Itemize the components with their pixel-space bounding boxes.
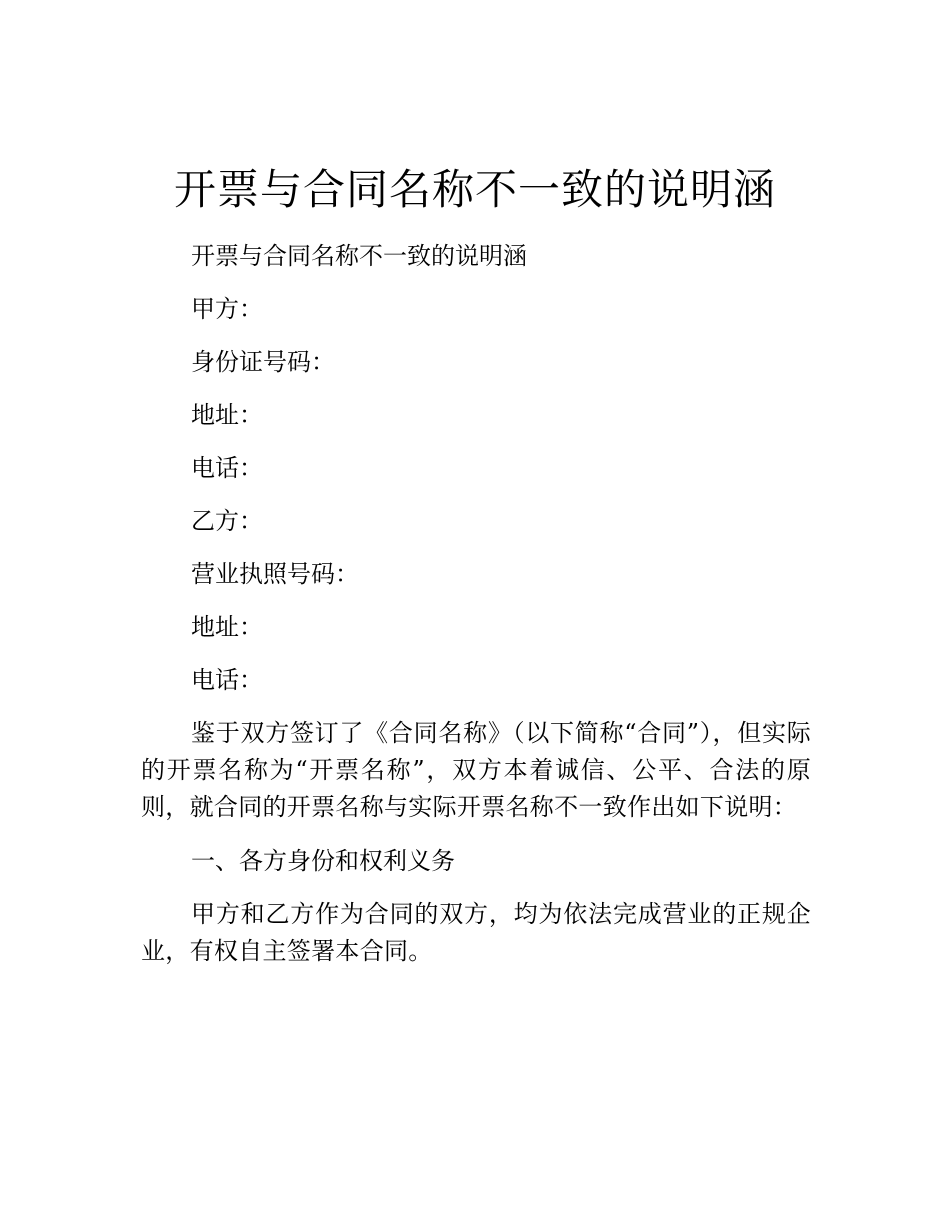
intro-paragraph: 鉴于双方签订了《合同名称》（以下简称“合同”），但实际的开票名称为“开票名称”，双方本着诚信、公平、合法的原则，就合同的开票名称与实际开票名称不一致作出如下说明：: [141, 719, 811, 821]
party-b-phone-label: 电话：: [191, 666, 263, 694]
section-1-body: 甲方和乙方作为合同的双方，均为依法完成营业的正规企业，有权自主签署本合同。: [141, 900, 811, 965]
section-1-heading: 一、各方身份和权利义务: [191, 847, 455, 875]
document-body: [141, 238, 811, 987]
party-a-address-label: 地址：: [191, 401, 263, 429]
document-title: 开票与合同名称不一致的说明涵: [173, 165, 776, 214]
document-subtitle: 开票与合同名称不一致的说明涵: [191, 242, 527, 270]
party-b-license-label: 营业执照号码：: [191, 560, 359, 588]
party-b-label: 乙方：: [191, 507, 263, 535]
party-a-label: 甲方：: [191, 295, 263, 323]
party-a-phone-label: 电话：: [191, 454, 263, 482]
party-b-address-label: 地址：: [191, 613, 263, 641]
party-a-id-label: 身份证号码：: [191, 348, 335, 376]
